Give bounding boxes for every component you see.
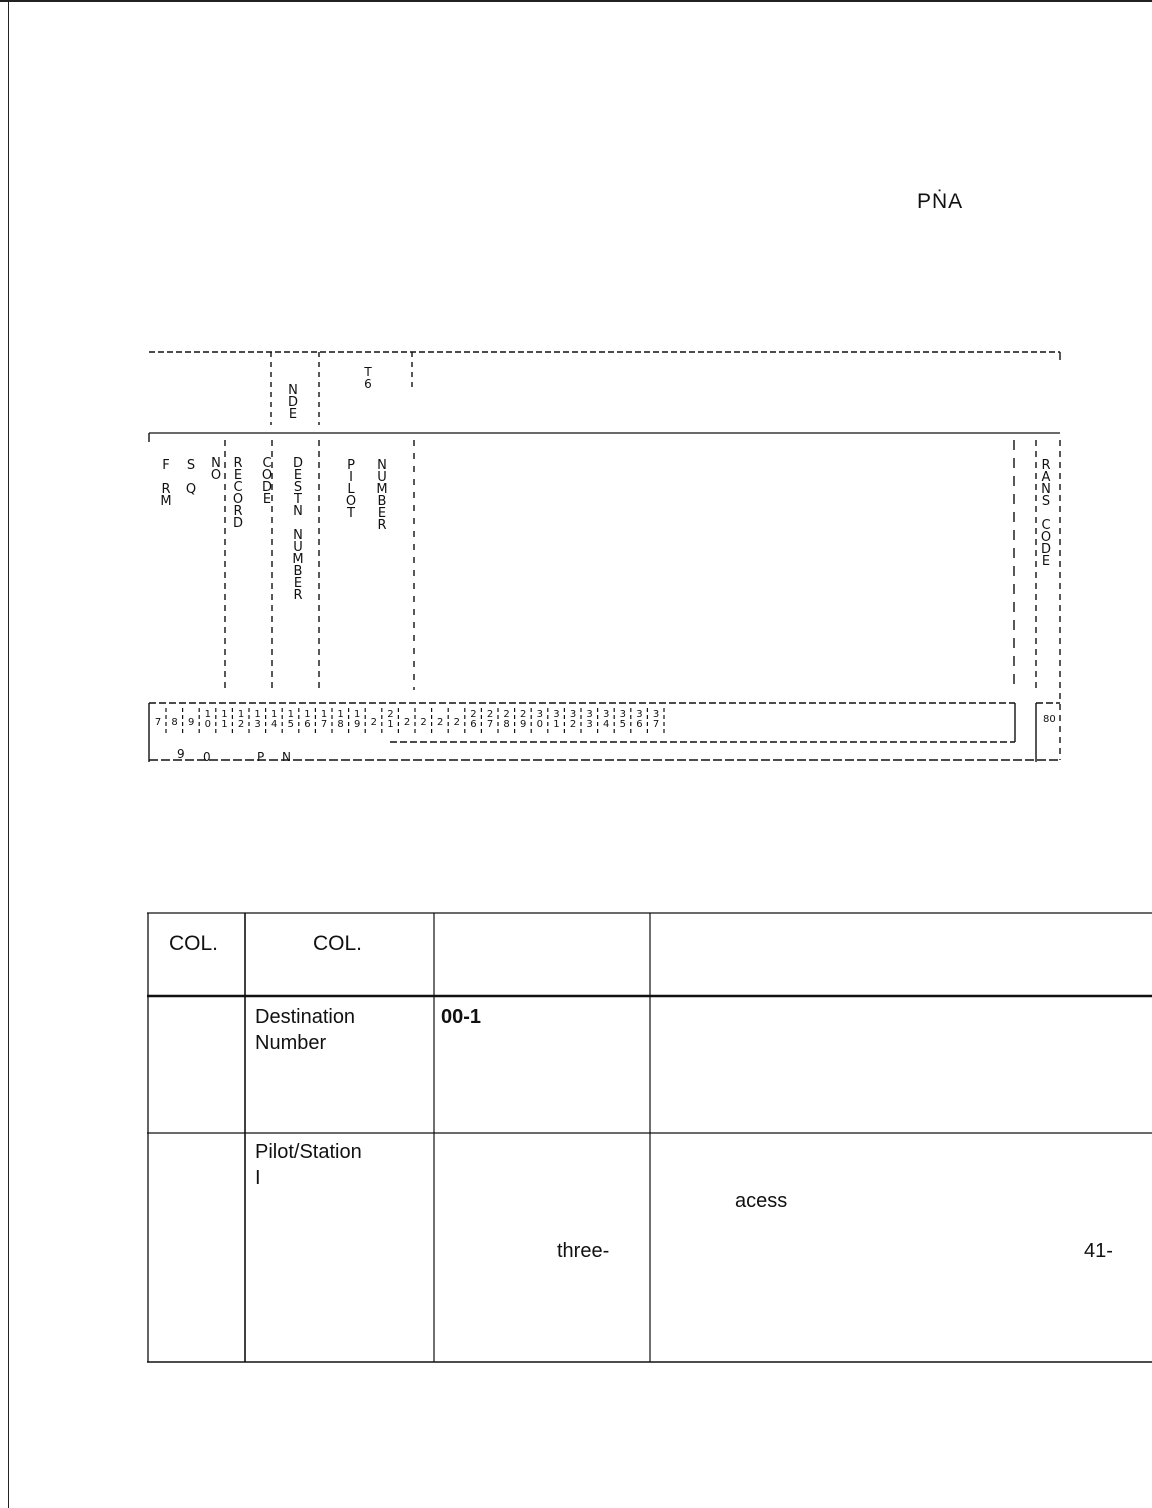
- column-number: 1 7: [320, 709, 328, 730]
- column-number: 2: [370, 717, 377, 728]
- column-number: 2 6: [470, 709, 477, 730]
- column-number: 3 5: [619, 709, 626, 730]
- column-number: 1 4: [271, 709, 278, 730]
- row2-field: Pilot/Station I: [255, 1141, 362, 1189]
- column-number: 1 1: [221, 709, 228, 730]
- column-number: 3 6: [636, 709, 643, 730]
- top-label-t6: T 6: [364, 365, 372, 391]
- header-col-2: COL.: [313, 932, 363, 955]
- column-number: 3 3: [586, 709, 593, 730]
- column-number: 2 1: [387, 709, 394, 730]
- field-label-destn-number: D E S T N N U M B E R: [292, 456, 304, 603]
- column-number: 3 2: [569, 709, 577, 730]
- column-number: 1 3: [254, 709, 261, 730]
- column-number: 2: [403, 717, 411, 728]
- table-grid: [147, 912, 1152, 1364]
- top-label-nde: N D E: [287, 383, 298, 422]
- column-number: 1 0: [204, 709, 211, 730]
- row2-remarks: acess: [735, 1190, 788, 1212]
- field-label-pilot: P I L O T: [345, 458, 357, 521]
- column-number: 2 7: [486, 709, 494, 730]
- column-number: 2 8: [503, 709, 510, 730]
- bottom-label-4: N: [282, 750, 291, 764]
- column-number: 3 0: [536, 709, 543, 730]
- bottom-label-1: 9: [177, 747, 185, 761]
- column-number: 2 9: [520, 709, 527, 730]
- column-number: 9: [188, 717, 195, 728]
- row2-entry: three-: [557, 1240, 610, 1262]
- column-number: 1 2: [237, 709, 245, 730]
- field-label-no: N O: [210, 456, 222, 483]
- column-number: 2: [453, 717, 460, 728]
- field-label-number: N U M B E R: [376, 458, 388, 533]
- field-label-record: R E C O R D: [232, 456, 244, 531]
- column-number: 3 1: [553, 709, 560, 730]
- field-label-trans-code: R A N S C O D E: [1040, 458, 1052, 569]
- field-label-sq: S Q: [185, 458, 197, 497]
- column-number: 2: [420, 717, 427, 728]
- row1-entry: 00-1: [441, 1006, 482, 1028]
- header-col-1: COL.: [169, 932, 219, 955]
- column-number: 2: [437, 717, 444, 728]
- column-number: 8: [171, 717, 178, 728]
- row2-remarks-note: 41-: [1084, 1240, 1113, 1262]
- column-number: 3 7: [652, 709, 660, 730]
- column-number: 1 8: [337, 709, 344, 730]
- bottom-label-3: P: [257, 750, 265, 764]
- field-label-code: C O D E: [261, 456, 273, 507]
- column-number: 3 4: [603, 709, 610, 730]
- row1-field: Destination Number: [255, 1006, 356, 1054]
- field-label-frm: F R M: [160, 458, 172, 509]
- column-number-end: 80: [1043, 714, 1056, 725]
- field-description-table: [147, 912, 1152, 1364]
- column-number: 1 5: [287, 709, 294, 730]
- column-number: 1 9: [354, 709, 361, 730]
- column-number: 1 6: [304, 709, 311, 730]
- bottom-label-2: 0: [203, 750, 211, 764]
- header-badge: PṄA: [917, 190, 964, 213]
- column-number: 7: [154, 717, 162, 728]
